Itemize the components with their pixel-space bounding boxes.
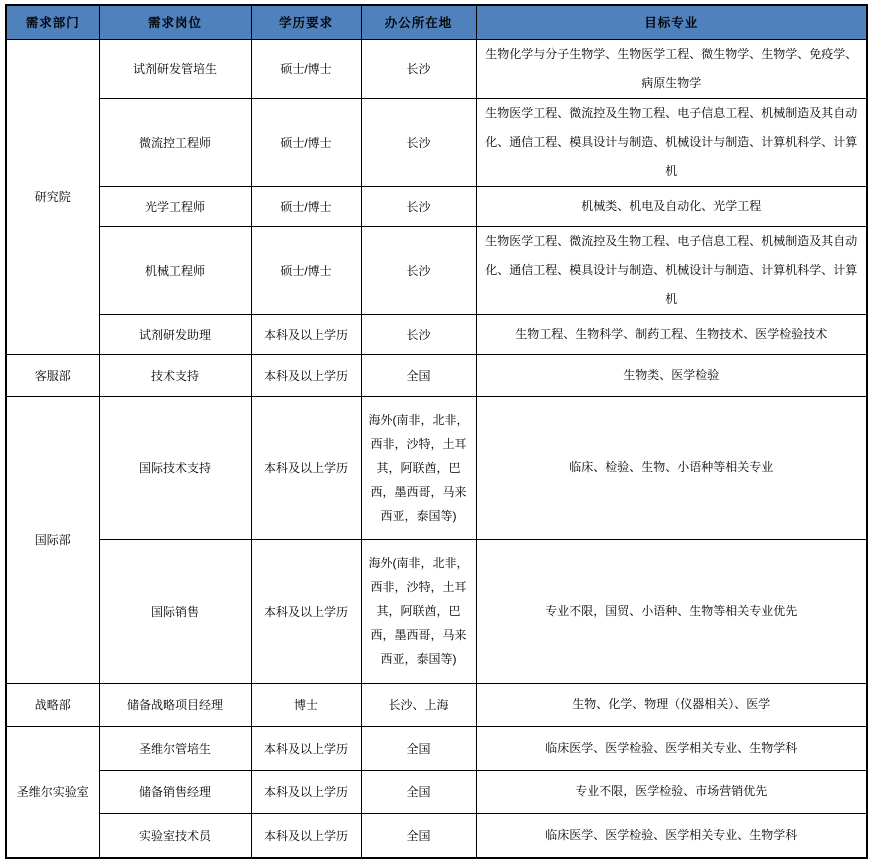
majors-cell: 临床医学、医学检验、医学相关专业、生物学科	[476, 813, 867, 858]
education-cell: 本科及以上学历	[251, 354, 361, 396]
table-row	[6, 770, 867, 813]
education-cell: 本科及以上学历	[251, 314, 361, 354]
position-cell: 微流控工程师	[99, 98, 251, 186]
majors-cell: 临床、检验、生物、小语种等相关专业	[476, 396, 867, 539]
education-cell: 硕士/博士	[251, 98, 361, 186]
header-cell-education: 学历要求	[251, 5, 361, 39]
position-cell: 国际销售	[99, 539, 251, 683]
majors-cell: 生物医学工程、微流控及生物工程、电子信息工程、机械制造及其自动化、通信工程、模具设计与制造、机械设计与制造、计算机科学、计算机	[476, 98, 867, 186]
location-cell: 长沙	[361, 314, 476, 354]
majors-cell: 生物医学工程、微流控及生物工程、电子信息工程、机械制造及其自动化、通信工程、模具设计与制造、机械设计与制造、计算机科学、计算机	[476, 226, 867, 314]
table-row	[6, 354, 867, 396]
position-cell: 储备战略项目经理	[99, 683, 251, 726]
location-cell: 长沙	[361, 226, 476, 314]
header-row	[6, 5, 867, 39]
position-cell: 技术支持	[99, 354, 251, 396]
department-cell-customer-service: 客服部	[6, 354, 99, 396]
table-row	[6, 226, 867, 314]
table-row	[6, 396, 867, 539]
location-cell: 长沙	[361, 98, 476, 186]
position-cell: 国际技术支持	[99, 396, 251, 539]
header-cell-majors: 目标专业	[476, 5, 867, 39]
majors-cell: 专业不限，医学检验、市场营销优先	[476, 770, 867, 813]
location-cell: 长沙	[361, 186, 476, 226]
table-row	[6, 98, 867, 186]
position-cell: 实验室技术员	[99, 813, 251, 858]
education-cell: 硕士/博士	[251, 226, 361, 314]
majors-cell: 专业不限，国贸、小语种、生物等相关专业优先	[476, 539, 867, 683]
location-cell: 长沙	[361, 39, 476, 98]
position-cell: 储备销售经理	[99, 770, 251, 813]
majors-cell: 临床医学、医学检验、医学相关专业、生物学科	[476, 726, 867, 770]
table-row	[6, 726, 867, 770]
education-cell: 本科及以上学历	[251, 539, 361, 683]
department-cell-international: 国际部	[6, 396, 99, 683]
education-cell: 博士	[251, 683, 361, 726]
education-cell: 本科及以上学历	[251, 770, 361, 813]
education-cell: 本科及以上学历	[251, 726, 361, 770]
table-row	[6, 186, 867, 226]
location-cell: 全国	[361, 354, 476, 396]
table-row	[6, 539, 867, 683]
position-cell: 试剂研发管培生	[99, 39, 251, 98]
majors-cell: 生物化学与分子生物学、生物医学工程、微生物学、生物学、免疫学、病原生物学	[476, 39, 867, 98]
location-cell: 海外(南非，北非，西非，沙特，土耳其，阿联酋，巴西，墨西哥，马来西亚，泰国等)	[361, 396, 476, 539]
majors-cell: 生物、化学、物理（仪器相关）、医学	[476, 683, 867, 726]
position-cell: 圣维尔管培生	[99, 726, 251, 770]
location-cell: 长沙、上海	[361, 683, 476, 726]
education-cell: 硕士/博士	[251, 39, 361, 98]
majors-cell: 生物工程、生物科学、制药工程、生物技术、医学检验技术	[476, 314, 867, 354]
table-row	[6, 683, 867, 726]
location-cell: 全国	[361, 726, 476, 770]
recruitment-table	[5, 4, 868, 859]
location-cell: 海外(南非，北非，西非，沙特，土耳其，阿联酋，巴西，墨西哥，马来西亚，泰国等)	[361, 539, 476, 683]
header-cell-department: 需求部门	[6, 5, 99, 39]
education-cell: 本科及以上学历	[251, 396, 361, 539]
table-row	[6, 314, 867, 354]
education-cell: 本科及以上学历	[251, 813, 361, 858]
education-cell: 硕士/博士	[251, 186, 361, 226]
position-cell: 试剂研发助理	[99, 314, 251, 354]
table-row	[6, 39, 867, 98]
header-cell-location: 办公所在地	[361, 5, 476, 39]
location-cell: 全国	[361, 813, 476, 858]
position-cell: 光学工程师	[99, 186, 251, 226]
table-row	[6, 813, 867, 858]
majors-cell: 机械类、机电及自动化、光学工程	[476, 186, 867, 226]
location-cell: 全国	[361, 770, 476, 813]
position-cell: 机械工程师	[99, 226, 251, 314]
department-cell-research-institute: 研究院	[6, 39, 99, 354]
header-cell-position: 需求岗位	[99, 5, 251, 39]
department-cell-strategy: 战略部	[6, 683, 99, 726]
department-cell-singuway-lab: 圣维尔实验室	[6, 726, 99, 858]
majors-cell: 生物类、医学检验	[476, 354, 867, 396]
